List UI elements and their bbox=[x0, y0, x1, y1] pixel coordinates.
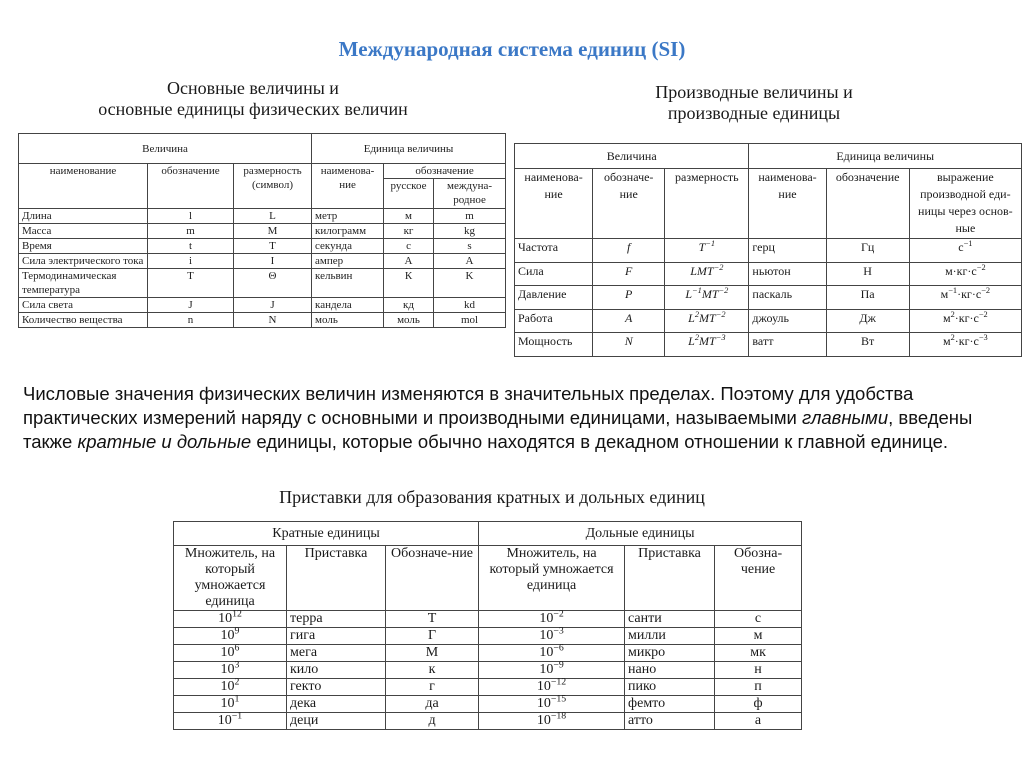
table-row bbox=[19, 254, 506, 269]
submultiple-prefix: пико bbox=[625, 679, 715, 696]
unit-name: паскаль bbox=[749, 286, 826, 310]
submultiple-symbol: с bbox=[715, 611, 802, 628]
quantity-name: Сила света bbox=[19, 298, 148, 313]
submultiple-factor bbox=[479, 642, 625, 662]
quantity-symbol: f bbox=[593, 239, 665, 263]
submultiple-symbol: ф bbox=[715, 696, 802, 713]
table-row bbox=[515, 309, 1022, 333]
table-row bbox=[19, 313, 506, 328]
table-row bbox=[174, 611, 802, 628]
factor-base: 10 bbox=[220, 662, 235, 677]
header-name: наименова-ние bbox=[515, 169, 593, 239]
multiple-prefix: терра bbox=[287, 611, 386, 628]
submultiple-symbol: м bbox=[715, 628, 802, 645]
factor-base: 10 bbox=[217, 713, 232, 728]
table-row bbox=[174, 645, 802, 662]
derived-heading-line2: производные единицы bbox=[667, 103, 841, 123]
unit-symbol-international: K bbox=[434, 269, 506, 298]
factor-base: 10 bbox=[220, 696, 235, 711]
factor-base: 10 bbox=[220, 645, 235, 660]
quantity-dimension: N bbox=[234, 313, 312, 328]
unit-symbol-international: A bbox=[434, 254, 506, 269]
unit-expression: $м^2\cdot кг\cdot с^{-2}$ bbox=[909, 309, 1021, 333]
unit-symbol: Дж bbox=[826, 309, 909, 333]
factor-base: 10 bbox=[539, 645, 554, 660]
factor-base: 10 bbox=[539, 662, 554, 677]
header-prefix: Приставка bbox=[625, 546, 715, 611]
table-row bbox=[174, 696, 802, 713]
header-unit: Единица величины bbox=[312, 134, 506, 164]
paragraph-text-1: Числовые значения физических величин изменяются в значительных пределах. Поэтому для удобства практических измерений наряду с основными и производными единицами, называемыми bbox=[23, 383, 914, 428]
submultiple-symbol: н bbox=[715, 662, 802, 679]
unit-name: кельвин bbox=[312, 269, 384, 298]
unit-name: джоуль bbox=[749, 309, 826, 333]
multiple-factor bbox=[174, 625, 287, 645]
factor-exponent: 3 bbox=[234, 659, 240, 671]
derived-units-table bbox=[514, 143, 1022, 357]
multiple-prefix: мега bbox=[287, 645, 386, 662]
header-unit-symbol: обозначение bbox=[826, 169, 909, 239]
unit-name: метр bbox=[312, 209, 384, 224]
submultiple-prefix: фемто bbox=[625, 696, 715, 713]
factor-exponent: −15 bbox=[550, 693, 567, 705]
paragraph-text-3: единицы, которые обычно находятся в декадном отношении к главной единице. bbox=[251, 431, 949, 452]
header-symbol: Обозна-чение bbox=[715, 546, 802, 611]
quantity-dimension: $L^{-1}MT^{-2}$ bbox=[665, 286, 749, 310]
quantity-symbol: A bbox=[593, 309, 665, 333]
factor-base: 10 bbox=[536, 713, 551, 728]
unit-name: герц bbox=[749, 239, 826, 263]
factor-exponent: −6 bbox=[553, 642, 564, 654]
unit-symbol: Вт bbox=[826, 333, 909, 357]
table-row bbox=[19, 298, 506, 313]
quantity-symbol: J bbox=[148, 298, 234, 313]
quantity-symbol: l bbox=[148, 209, 234, 224]
header-international: междуна-родное bbox=[434, 179, 506, 209]
unit-symbol-russian: моль bbox=[384, 313, 434, 328]
base-units-heading bbox=[18, 78, 488, 120]
unit-symbol-russian: кг bbox=[384, 224, 434, 239]
header-russian: русское bbox=[384, 179, 434, 209]
unit-symbol: Па bbox=[826, 286, 909, 310]
factor-exponent: 2 bbox=[234, 676, 240, 688]
submultiple-symbol: п bbox=[715, 679, 802, 696]
header-submultiple-units: Дольные единицы bbox=[479, 522, 802, 546]
header-quantity: Величина bbox=[515, 144, 749, 169]
table-row bbox=[515, 286, 1022, 310]
factor-exponent: −3 bbox=[553, 625, 564, 637]
factor-base: 10 bbox=[220, 679, 235, 694]
multiple-factor bbox=[174, 693, 287, 713]
unit-name: ампер bbox=[312, 254, 384, 269]
quantity-dimension: T bbox=[234, 239, 312, 254]
multiple-prefix: деци bbox=[287, 713, 386, 730]
multiple-symbol: М bbox=[386, 645, 479, 662]
unit-expression: $м^2\cdot кг\cdot с^{-3}$ bbox=[909, 333, 1021, 357]
factor-base: 10 bbox=[539, 628, 554, 643]
table-row bbox=[174, 713, 802, 730]
header-quantity: Величина bbox=[19, 134, 312, 164]
factor-exponent: −12 bbox=[550, 676, 567, 688]
unit-name: килограмм bbox=[312, 224, 384, 239]
multiple-factor bbox=[174, 608, 287, 628]
factor-base: 10 bbox=[539, 611, 554, 626]
quantity-name: Сила электрического тока bbox=[19, 254, 148, 269]
table-row bbox=[174, 662, 802, 679]
multiple-symbol: да bbox=[386, 696, 479, 713]
paragraph-text-2: , введены также bbox=[23, 407, 973, 452]
unit-symbol-russian: К bbox=[384, 269, 434, 298]
factor-exponent: −2 bbox=[553, 608, 564, 620]
prefix-table-title: Приставки для образования кратных и дольных единиц bbox=[279, 487, 705, 507]
table-row bbox=[515, 333, 1022, 357]
header-prefix: Приставка bbox=[287, 546, 386, 611]
multiple-factor bbox=[174, 676, 287, 696]
quantity-dimension: J bbox=[234, 298, 312, 313]
multiple-prefix: кило bbox=[287, 662, 386, 679]
quantity-name: Масса bbox=[19, 224, 148, 239]
factor-exponent: −1 bbox=[231, 710, 243, 722]
factor-exponent: 9 bbox=[234, 625, 240, 637]
unit-symbol-international: kg bbox=[434, 224, 506, 239]
quantity-symbol: P bbox=[593, 286, 665, 310]
quantity-symbol: F bbox=[593, 262, 665, 286]
header-multiple-units: Кратные единицы bbox=[174, 522, 479, 546]
submultiple-prefix: нано bbox=[625, 662, 715, 679]
base-heading-line2: основные единицы физических величин bbox=[98, 99, 408, 119]
quantity-name: Сила bbox=[515, 262, 593, 286]
unit-symbol-russian: с bbox=[384, 239, 434, 254]
submultiple-symbol: а bbox=[715, 713, 802, 730]
multiple-factor bbox=[174, 659, 287, 679]
quantity-name: Количество вещества bbox=[19, 313, 148, 328]
unit-symbol-russian: А bbox=[384, 254, 434, 269]
prefix-table bbox=[173, 521, 802, 730]
multiple-symbol: д bbox=[386, 713, 479, 730]
unit-symbol-international: m bbox=[434, 209, 506, 224]
header-factor: Множитель, на который умножается единица bbox=[479, 546, 625, 611]
unit-symbol-international: kd bbox=[434, 298, 506, 313]
header-unit-symbol: обозначение bbox=[384, 164, 506, 179]
quantity-name: Частота bbox=[515, 239, 593, 263]
header-dimension: размерность bbox=[665, 169, 749, 239]
factor-exponent: −9 bbox=[553, 659, 564, 671]
quantity-symbol: T bbox=[148, 269, 234, 298]
quantity-dimension: $LMT^{-2}$ bbox=[665, 262, 749, 286]
factor-exponent: −18 bbox=[550, 710, 567, 722]
multiple-factor bbox=[174, 642, 287, 662]
page-title: Международная система единиц (SI) bbox=[338, 37, 686, 61]
table-row bbox=[174, 628, 802, 645]
base-units-table bbox=[18, 133, 506, 328]
table-row bbox=[19, 239, 506, 254]
header-symbol: обозначение bbox=[148, 164, 234, 209]
submultiple-prefix: санти bbox=[625, 611, 715, 628]
multiple-symbol: Т bbox=[386, 611, 479, 628]
header-symbol: обозначе-ние bbox=[593, 169, 665, 239]
header-unit-name: наименова-ние bbox=[749, 169, 826, 239]
factor-base: 10 bbox=[218, 611, 233, 626]
unit-expression: $м\cdot кг\cdot с^{-2}$ bbox=[909, 262, 1021, 286]
unit-symbol-international: s bbox=[434, 239, 506, 254]
quantity-dimension: $T^{-1}$ bbox=[665, 239, 749, 263]
header-unit-name: наименова-ние bbox=[312, 164, 384, 209]
factor-base: 10 bbox=[536, 696, 551, 711]
multiple-symbol: Г bbox=[386, 628, 479, 645]
table-row bbox=[19, 269, 506, 298]
factor-exponent: 1 bbox=[234, 693, 240, 705]
multiple-symbol: г bbox=[386, 679, 479, 696]
header-dimension: размерность (символ) bbox=[234, 164, 312, 209]
submultiple-symbol: мк bbox=[715, 645, 802, 662]
submultiple-prefix: атто bbox=[625, 713, 715, 730]
table-row bbox=[19, 224, 506, 239]
unit-name: моль bbox=[312, 313, 384, 328]
factor-base: 10 bbox=[220, 628, 235, 643]
submultiple-prefix: микро bbox=[625, 645, 715, 662]
quantity-symbol: N bbox=[593, 333, 665, 357]
paragraph-emphasis-1: главными bbox=[802, 407, 889, 428]
unit-name: кандела bbox=[312, 298, 384, 313]
table-row bbox=[515, 239, 1022, 263]
table-row bbox=[19, 209, 506, 224]
submultiple-factor bbox=[479, 710, 625, 730]
quantity-dimension: I bbox=[234, 254, 312, 269]
factor-base: 10 bbox=[536, 679, 551, 694]
multiple-prefix: гига bbox=[287, 628, 386, 645]
multiple-prefix: дека bbox=[287, 696, 386, 713]
header-factor: Множитель, на который умножается единица bbox=[174, 546, 287, 611]
unit-symbol: Гц bbox=[826, 239, 909, 263]
paragraph-emphasis-2: кратные и дольные bbox=[77, 431, 252, 452]
multiple-prefix: гекто bbox=[287, 679, 386, 696]
unit-symbol: Н bbox=[826, 262, 909, 286]
unit-expression: $м^{-1}\cdot кг\cdot с^{-2}$ bbox=[909, 286, 1021, 310]
quantity-symbol: t bbox=[148, 239, 234, 254]
quantity-name: Время bbox=[19, 239, 148, 254]
base-heading-line1: Основные величины и bbox=[167, 78, 339, 98]
multiple-symbol: к bbox=[386, 662, 479, 679]
unit-symbol-international: mol bbox=[434, 313, 506, 328]
header-symbol: Обозначе-ние bbox=[386, 546, 479, 611]
table-row bbox=[174, 679, 802, 696]
quantity-dimension: Θ bbox=[234, 269, 312, 298]
header-name: наименование bbox=[19, 164, 148, 209]
quantity-name: Мощность bbox=[515, 333, 593, 357]
unit-symbol-russian: кд bbox=[384, 298, 434, 313]
quantity-dimension: L bbox=[234, 209, 312, 224]
quantity-name: Работа bbox=[515, 309, 593, 333]
quantity-dimension: $L^2MT^{-3}$ bbox=[665, 333, 749, 357]
unit-symbol-russian: м bbox=[384, 209, 434, 224]
quantity-name: Давление bbox=[515, 286, 593, 310]
multiple-factor bbox=[174, 710, 287, 730]
quantity-dimension: M bbox=[234, 224, 312, 239]
header-expression: выражение производной еди-ницы через основ-ные bbox=[909, 169, 1021, 239]
quantity-name: Термодинамическая температура bbox=[19, 269, 148, 298]
factor-exponent: 12 bbox=[232, 608, 242, 620]
unit-name: секунда bbox=[312, 239, 384, 254]
submultiple-prefix: милли bbox=[625, 628, 715, 645]
unit-name: ньютон bbox=[749, 262, 826, 286]
quantity-symbol: n bbox=[148, 313, 234, 328]
quantity-symbol: i bbox=[148, 254, 234, 269]
derived-heading-line1: Производные величины и bbox=[655, 82, 853, 102]
table-row bbox=[515, 262, 1022, 286]
explanatory-paragraph bbox=[23, 382, 1013, 454]
derived-units-heading bbox=[520, 82, 988, 124]
header-unit: Единица величины bbox=[749, 144, 1022, 169]
submultiple-factor bbox=[479, 625, 625, 645]
quantity-name: Длина bbox=[19, 209, 148, 224]
quantity-dimension: $L^2MT^{-2}$ bbox=[665, 309, 749, 333]
unit-expression: $с^{-1}$ bbox=[909, 239, 1021, 263]
unit-name: ватт bbox=[749, 333, 826, 357]
submultiple-factor bbox=[479, 608, 625, 628]
factor-exponent: 6 bbox=[234, 642, 240, 654]
quantity-symbol: m bbox=[148, 224, 234, 239]
